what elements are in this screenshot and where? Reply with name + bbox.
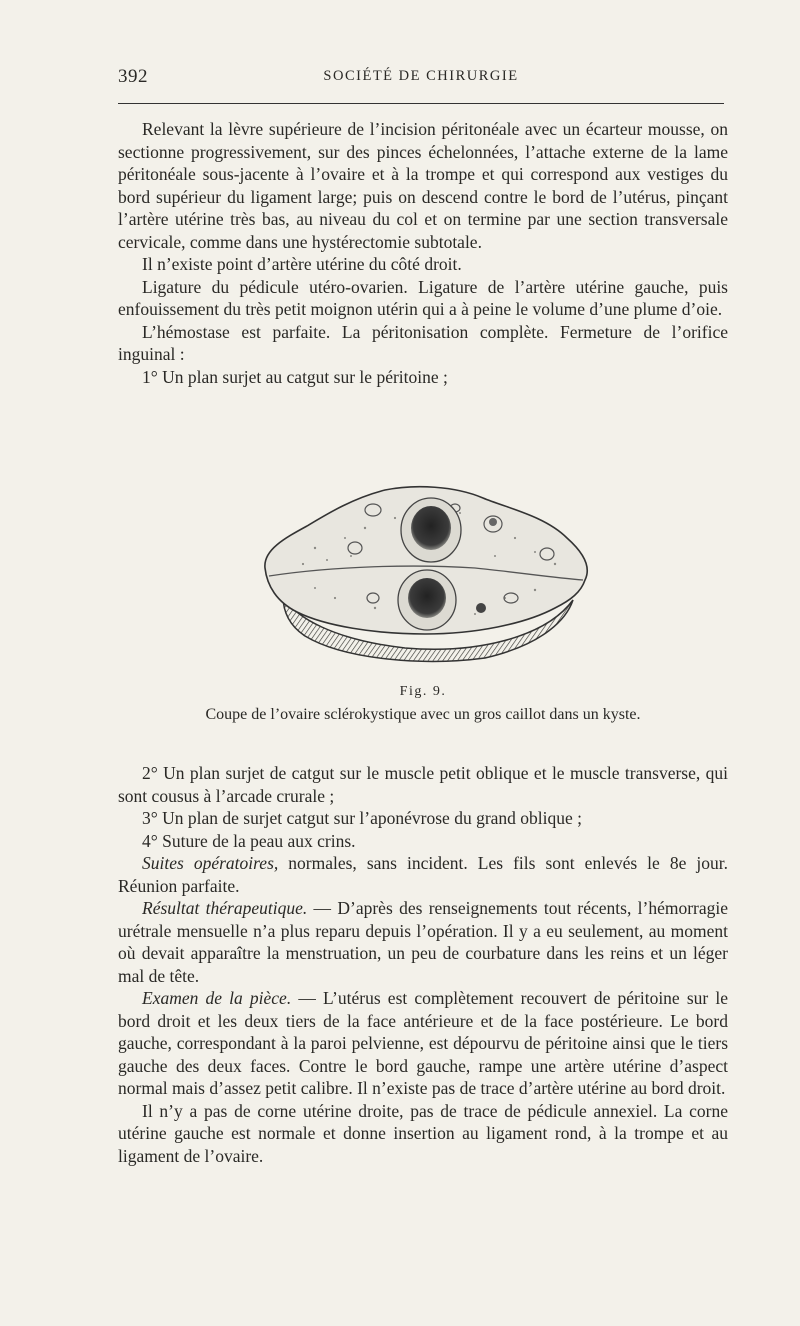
figure-caption: Coupe de l’ovaire sclérokystique avec un gros caillot dans un kyste. [205, 706, 641, 723]
figure-label: Fig. 9. [399, 684, 447, 699]
page-number: 392 [118, 66, 148, 87]
paragraph: Ligature du pédicule utéro-ovarien. Ligature de l’artère utérine gauche, puis enfouissement du très petit moignon utérin qui a à peine le volume d’une plume d’oie. [118, 276, 728, 319]
paragraph [118, 987, 728, 1100]
paragraph [118, 852, 728, 897]
paragraph: L’hémostase est parfaite. La péritonisation complète. Fermeture de l’orifice inguinal : [118, 321, 728, 364]
header-rule [118, 103, 724, 104]
paragraph: 3° Un plan de surjet catgut sur l’aponévrose du grand oblique ; [142, 808, 583, 828]
ovary-section-illustration [255, 468, 595, 678]
paragraph-lead: Résultat thérapeutique. [142, 898, 308, 918]
ovary-drawing [255, 468, 595, 678]
paragraph: Relevant la lèvre supérieure de l’incision péritonéale avec un écarteur mousse, on sectionne progressivement, sur des pinces échelonnées, l’attache externe de la lame péritonéale sous-jacente à l’ovaire et à la trompe et qui correspond aux vestiges du bord supérieur du ligament large; puis on descend contre le bord de l’utérus, pinçant l’artère utérine très bas, au niveau du col et on termine par une section transversale cervicale, comme dans une hystérectomie subtotale. [118, 119, 728, 252]
page-header [118, 66, 724, 90]
body-text-bottom [118, 762, 728, 1167]
paragraph: Il n’y a pas de corne utérine droite, pas de trace de pédicule annexiel. La corne utérine gauche est normale et donne insertion au ligament rond, à la trompe et au ligament de l’ovaire. [118, 1100, 728, 1166]
paragraph-text: — D’après des renseignements tout récents, l’hémorragie urétrale mensuelle n’a plus reparu depuis l’opération. Il y a eu seulement, au moment où devait apparaître la menstruation, un peu de courbature dans les reins et un léger mal de tête. [118, 898, 729, 986]
paragraph: 2° Un plan surjet de catgut sur le muscle petit oblique et le muscle transverse, qui sont cousus à l’arcade crurale ; [118, 763, 728, 806]
paragraph-text: — L’utérus est complètement recouvert de péritoine sur le bord droit et les deux tiers de la face antérieure et de la face postérieure. Le bord gauche, correspondant à la paroi pelvienne, est dépourvu de péritoine ainsi que le tiers gauche des deux faces. Contre le bord gauche, rampe une artère utérine d’aspect normal mais d’assez petit calibre. Il n’existe pas de trace d’artère utérine au bord droit. [118, 988, 728, 1098]
paragraph-lead: Suites opératoires, [142, 853, 279, 873]
paragraph: 4° Suture de la peau aux crins. [142, 830, 356, 851]
paragraph: Il n’existe point d’artère utérine du côté droit. [142, 254, 462, 274]
paragraph [118, 897, 728, 987]
paragraph-text: normales, sans incident. Les fils sont enlevés le 8e jour. Réunion parfaite. [118, 853, 728, 896]
body-text-top [118, 118, 728, 388]
paragraph-lead: Examen de la pièce. [142, 988, 292, 1008]
paragraph: 1° Un plan surjet au catgut sur le péritoine ; [142, 366, 448, 387]
running-title: SOCIÉTÉ DE CHIRURGIE [323, 68, 519, 84]
